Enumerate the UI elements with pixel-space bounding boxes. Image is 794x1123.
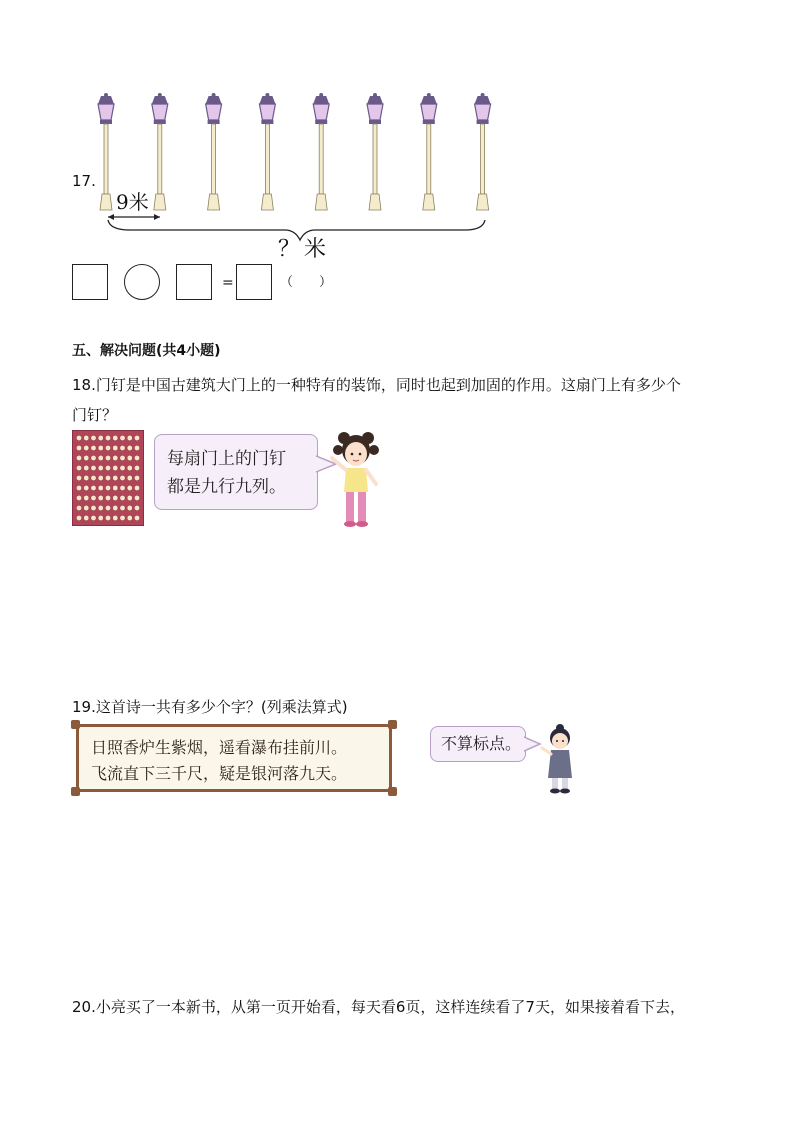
door-stud (120, 435, 125, 440)
answer-box-1[interactable] (72, 264, 108, 300)
door-stud (113, 455, 118, 460)
door-stud (127, 485, 132, 490)
door-stud (84, 455, 89, 460)
door-stud (120, 505, 125, 510)
door-stud (91, 465, 96, 470)
door-speech-bubble (154, 434, 318, 510)
door-stud (91, 505, 96, 510)
answer-box-result[interactable] (236, 264, 272, 300)
door-stud (113, 485, 118, 490)
door-stud (105, 485, 110, 490)
street-lamp-icon (313, 93, 329, 210)
door-stud (91, 455, 96, 460)
door-stud (127, 465, 132, 470)
scroll-corner-icon (388, 787, 397, 796)
door-stud (98, 505, 103, 510)
door-stud (120, 485, 125, 490)
door-stud (98, 455, 103, 460)
door-stud (105, 505, 110, 510)
door-stud (134, 465, 139, 470)
door-stud (76, 485, 81, 490)
door-stud (120, 445, 125, 450)
door-stud (84, 505, 89, 510)
door-stud (113, 465, 118, 470)
door-stud (113, 505, 118, 510)
door-stud (105, 465, 110, 470)
door-stud (84, 445, 89, 450)
street-lamp-icon (98, 93, 114, 210)
street-lamp-icon (421, 93, 437, 210)
door-stud (98, 465, 103, 470)
door-stud (91, 435, 96, 440)
bubble-line-2: 都是九行九列。 (167, 477, 286, 497)
door-stud (105, 445, 110, 450)
door-stud (91, 445, 96, 450)
operator-circle[interactable] (124, 264, 160, 300)
scroll-corner-icon (71, 787, 80, 796)
door-stud (127, 445, 132, 450)
door-stud (105, 475, 110, 480)
door-stud (120, 465, 125, 470)
door-stud (84, 435, 89, 440)
gap-distance-label: 9米 (116, 190, 149, 214)
door-stud (76, 455, 81, 460)
door-stud (105, 435, 110, 440)
door-stud (76, 445, 81, 450)
door-stud (84, 485, 89, 490)
door-stud (120, 495, 125, 500)
door-stud (134, 435, 139, 440)
door-stud (113, 475, 118, 480)
door-stud (134, 455, 139, 460)
street-lamp-icon (259, 93, 275, 210)
door-stud (91, 495, 96, 500)
door-stud (134, 495, 139, 500)
door-stud (91, 485, 96, 490)
equals-sign: = (222, 275, 234, 291)
door-stud (127, 475, 132, 480)
poem-speech-bubble (430, 726, 526, 762)
door-stud (134, 445, 139, 450)
poem-line-1: 日照香炉生紫烟，遥看瀑布挂前川。 (91, 738, 348, 757)
door-stud (76, 435, 81, 440)
street-lamp-icon (206, 93, 222, 210)
door-stud (134, 505, 139, 510)
boy-character-icon (538, 722, 582, 794)
street-lamp-icon (475, 93, 491, 210)
door-stud (134, 475, 139, 480)
door-stud (127, 495, 132, 500)
door-stud (105, 455, 110, 460)
question-17-number: 17. (72, 172, 96, 190)
door-stud (84, 475, 89, 480)
door-stud (91, 515, 96, 520)
door-stud (84, 495, 89, 500)
door-stud (91, 475, 96, 480)
door-stud (76, 475, 81, 480)
door-stud (127, 515, 132, 520)
bubble-text: 不算标点。 (441, 734, 522, 753)
poem-line-2: 飞流直下三千尺，疑是银河落九天。 (91, 764, 348, 783)
section-heading: 五、解决问题(共4小题) (72, 343, 221, 359)
question-18-line1: 18.门钉是中国古建筑大门上的一种特有的装饰，同时也起到加固的作用。这扇门上有多少个 (72, 376, 681, 394)
question-19-text: 19.这首诗一共有多少个字？(列乘法算式) (72, 698, 348, 716)
door-stud (134, 485, 139, 490)
door-stud (127, 455, 132, 460)
door-stud (105, 495, 110, 500)
door-stud (76, 515, 81, 520)
door-studs-icon (72, 430, 144, 526)
door-stud (98, 445, 103, 450)
door-stud (113, 445, 118, 450)
poem-scroll (76, 724, 392, 792)
door-stud (84, 515, 89, 520)
door-stud (76, 465, 81, 470)
door-stud (98, 495, 103, 500)
door-stud (113, 515, 118, 520)
bubble-line-1: 每扇门上的门钉 (167, 449, 286, 469)
door-stud (98, 485, 103, 490)
scroll-corner-icon (388, 720, 397, 729)
door-stud (98, 515, 103, 520)
door-stud (134, 515, 139, 520)
door-stud (113, 495, 118, 500)
door-stud (84, 465, 89, 470)
door-stud (76, 495, 81, 500)
door-stud (127, 435, 132, 440)
street-lamp-icon (367, 93, 383, 210)
girl-character-icon (328, 428, 386, 528)
door-stud (120, 455, 125, 460)
answer-unit-parentheses[interactable]: （ ） (280, 275, 333, 290)
scroll-corner-icon (71, 720, 80, 729)
answer-box-2[interactable] (176, 264, 212, 300)
total-distance-label: ？米 (278, 237, 331, 262)
door-stud (120, 475, 125, 480)
street-lamp-icon (152, 93, 168, 210)
door-stud (113, 435, 118, 440)
door-stud (98, 475, 103, 480)
question-18-line2: 门钉？ (72, 406, 118, 424)
door-stud (76, 505, 81, 510)
door-stud (127, 505, 132, 510)
question-20-text: 20.小亮买了一本新书，从第一页开始看，每天看6页，这样连续看了7天，如果接着看下去， (72, 998, 685, 1016)
door-stud (105, 515, 110, 520)
door-stud (120, 515, 125, 520)
door-stud (98, 435, 103, 440)
